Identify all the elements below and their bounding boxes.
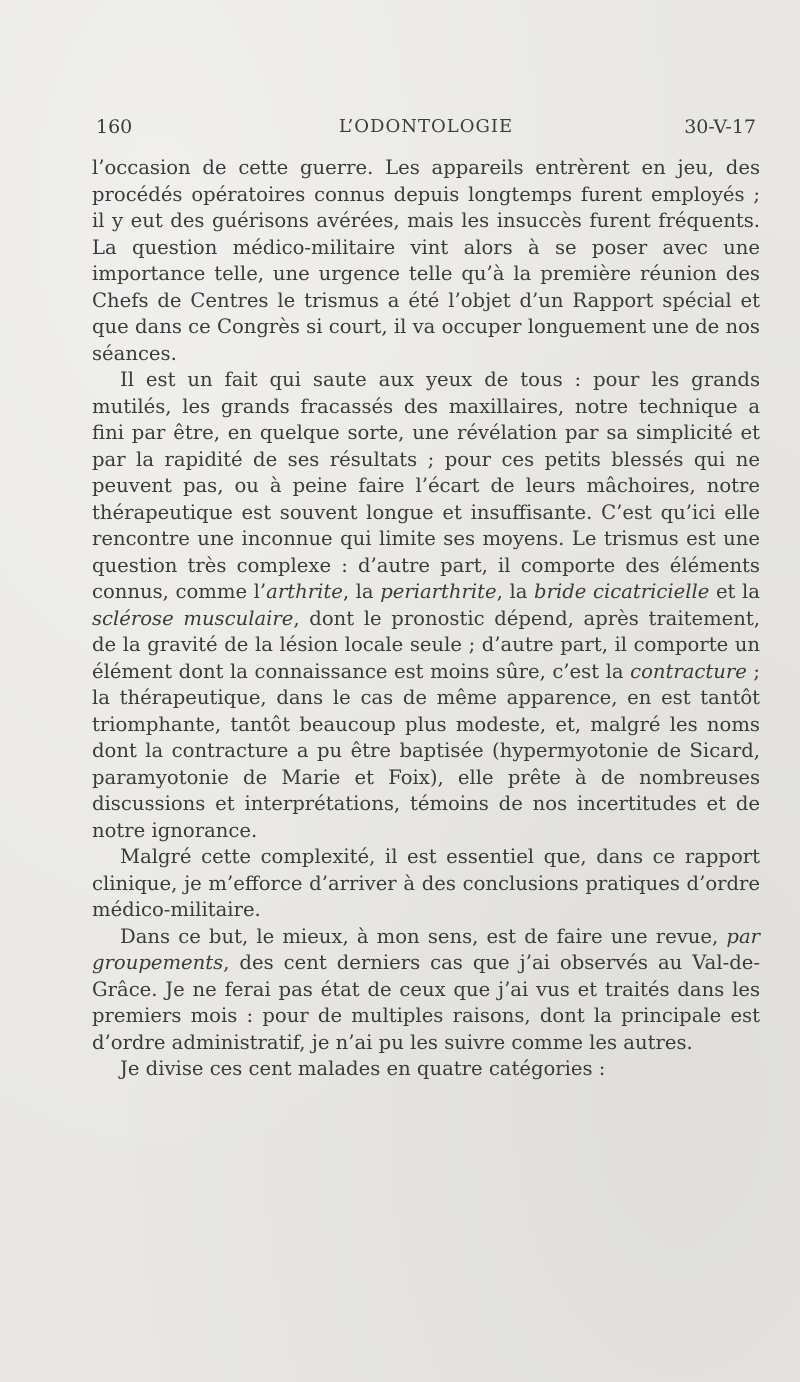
text-run: , la (496, 580, 535, 603)
italic-term: bride cicatricielle (534, 580, 710, 603)
issue-date: 30-V-17 (684, 116, 756, 138)
paragraph-5 (92, 1056, 760, 1083)
text-run: et la (709, 580, 760, 603)
text-run: l’occasion de cette guerre. Les appareils entrèrent en jeu, des procédés opératoires connus depuis longtemps furent employés ; il y eut des guérisons avérées, mais les insuccès furent fréquents. La question médico-militaire vint alors à se poser avec une importance telle, une urgence telle qu’à la première réunion des Chefs de Centres le trismus a été l’objet d’un Rapport spécial et que dans ce Congrès si court, il va occuper longuement une de nos séances. (92, 156, 760, 365)
italic-term: arthrite (266, 580, 343, 603)
italic-term: sclérose musculaire (92, 606, 294, 630)
italic-term: par groupements (92, 924, 760, 974)
text-run: , la (342, 580, 381, 603)
running-header (96, 116, 756, 144)
body-text (92, 155, 760, 1083)
text-run: Malgré cette complexité, il est essentiel que, dans ce rapport clinique, je m’efforce d’arriver à des conclusions pratiques d’ordre médico-militaire. (92, 845, 760, 921)
paragraph-4 (92, 924, 760, 1057)
text-run: Je divise ces cent malades en quatre catégories : (120, 1057, 606, 1080)
paragraph-3 (92, 844, 760, 924)
text-run: ; la thérapeutique, dans le cas de même apparence, en est tantôt triomphante, tantôt beaucoup plus modeste, et, malgré les noms dont la contracture a pu être baptisée (hypermyotonie de Sicard, paramyotonie de Marie et Foix), elle prête à de nombreuses discussions et interprétations, témoins de nos incertitudes et de notre ignorance. (92, 659, 760, 842)
journal-title: L’ODONTOLOGIE (338, 116, 514, 137)
italic-term: periarthrite (380, 580, 497, 603)
page-number: 160 (96, 116, 133, 138)
text-run: , des cent derniers cas que j’ai observés au Val-de-Grâce. Je ne ferai pas état de ceux que j’ai vus et traités dans les premiers mois : pour de multiples raisons, dont la principale est d’ordre administratif, je n’ai pu les suivre comme les autres. (92, 951, 760, 1054)
italic-term: contracture (630, 659, 747, 683)
text-run: Il est un fait qui saute aux yeux de tous : pour les grands mutilés, les grands fracassés des maxillaires, notre technique a fini par être, en quelque sorte, une révélation par sa simplicité et par la rapidité de ses résultats ; pour ces petits blessés qui ne peuvent pas, ou à peine faire l’écart de leurs mâchoires, notre thérapeutique est souvent longue et insuffisante. C’est qu’ici elle rencontre une inconnue qui limite ses moyens. Le trismus est une question très complexe : d’autre part, il comporte des éléments connus, comme l’ (92, 368, 760, 603)
paragraph-1 (92, 155, 760, 367)
text-run: , dont le pronostic dépend, après traitement, de la gravité de la lésion locale seule ; d’autre part, il comporte un élément dont la connaissance est moins sûre, c’est la (92, 606, 760, 683)
text-run: Dans ce but, le mieux, à mon sens, est de faire une revue, (120, 924, 727, 948)
paragraph-2 (92, 367, 760, 844)
